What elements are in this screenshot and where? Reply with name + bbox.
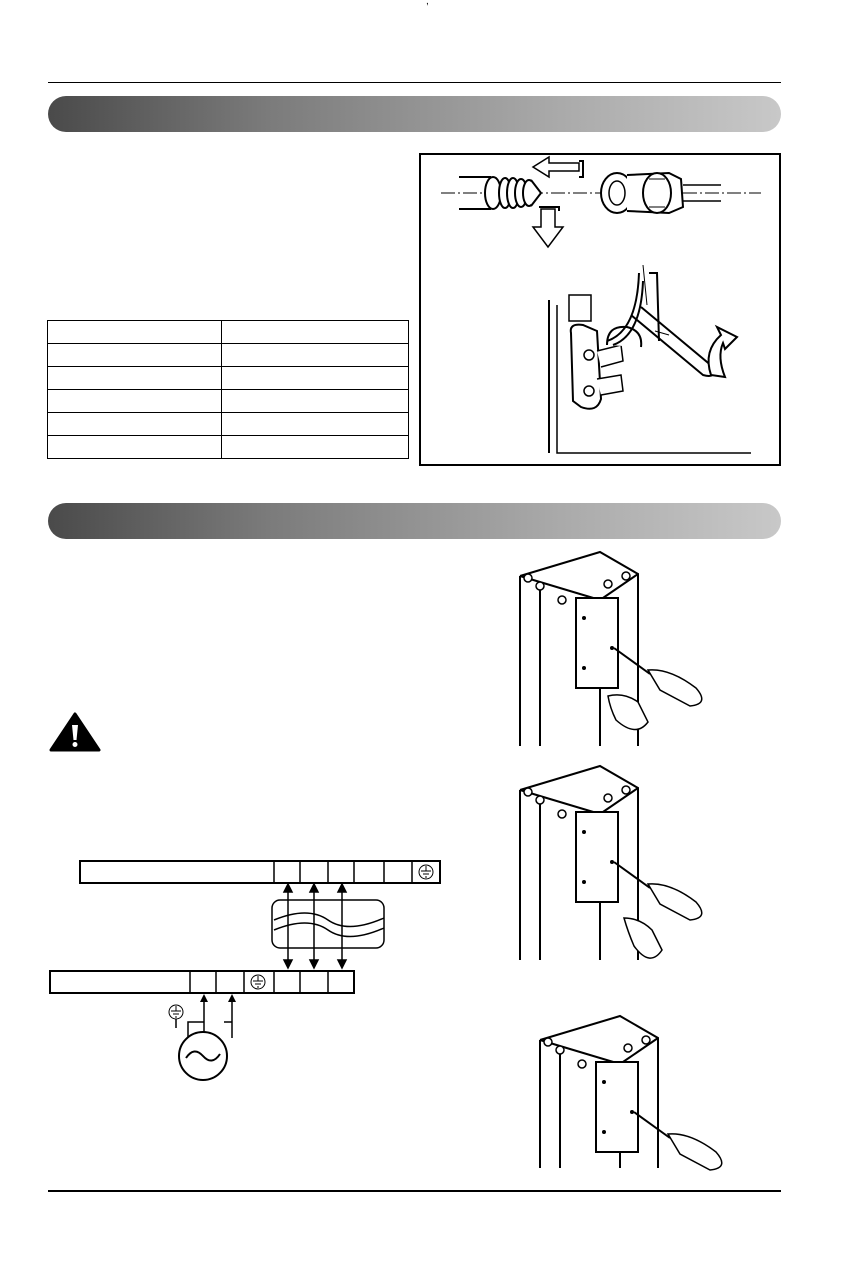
table-cell (222, 436, 409, 459)
wiring-diagram (48, 852, 488, 1092)
cabinet-panel-screw-removal-2 (500, 762, 720, 972)
ground-symbol-icon (169, 1005, 183, 1028)
table-cell (222, 413, 409, 436)
table-cell (48, 321, 222, 344)
top-mark: , (426, 0, 429, 7)
table-row (48, 390, 409, 413)
ground-symbol-icon (251, 975, 265, 989)
table-cell (222, 367, 409, 390)
ground-symbol-icon (419, 865, 433, 879)
cabinet-panel-screw-removal-1 (500, 548, 720, 748)
table-cell (48, 413, 222, 436)
flare-nut-connection-illustration (421, 155, 779, 464)
torque-table (47, 320, 409, 459)
table-row (48, 321, 409, 344)
cabinet-panel-screw-removal-3 (520, 1012, 740, 1172)
header-rule (48, 82, 781, 83)
table-row (48, 344, 409, 367)
table-cell (222, 344, 409, 367)
table-cell (48, 367, 222, 390)
table-cell (48, 436, 222, 459)
table-cell (222, 321, 409, 344)
section-header-1 (48, 96, 781, 132)
warning-triangle-icon (49, 712, 101, 752)
ac-source-symbol-icon (179, 1032, 227, 1080)
table-row (48, 436, 409, 459)
table-row (48, 367, 409, 390)
table-cell (48, 390, 222, 413)
flare-illustration-frame (419, 153, 781, 466)
table-row (48, 413, 409, 436)
wrench-tightening-illustration (549, 265, 751, 453)
table-cell (48, 344, 222, 367)
footer-rule (48, 1190, 781, 1192)
section-header-2 (48, 503, 781, 539)
table-cell (222, 390, 409, 413)
